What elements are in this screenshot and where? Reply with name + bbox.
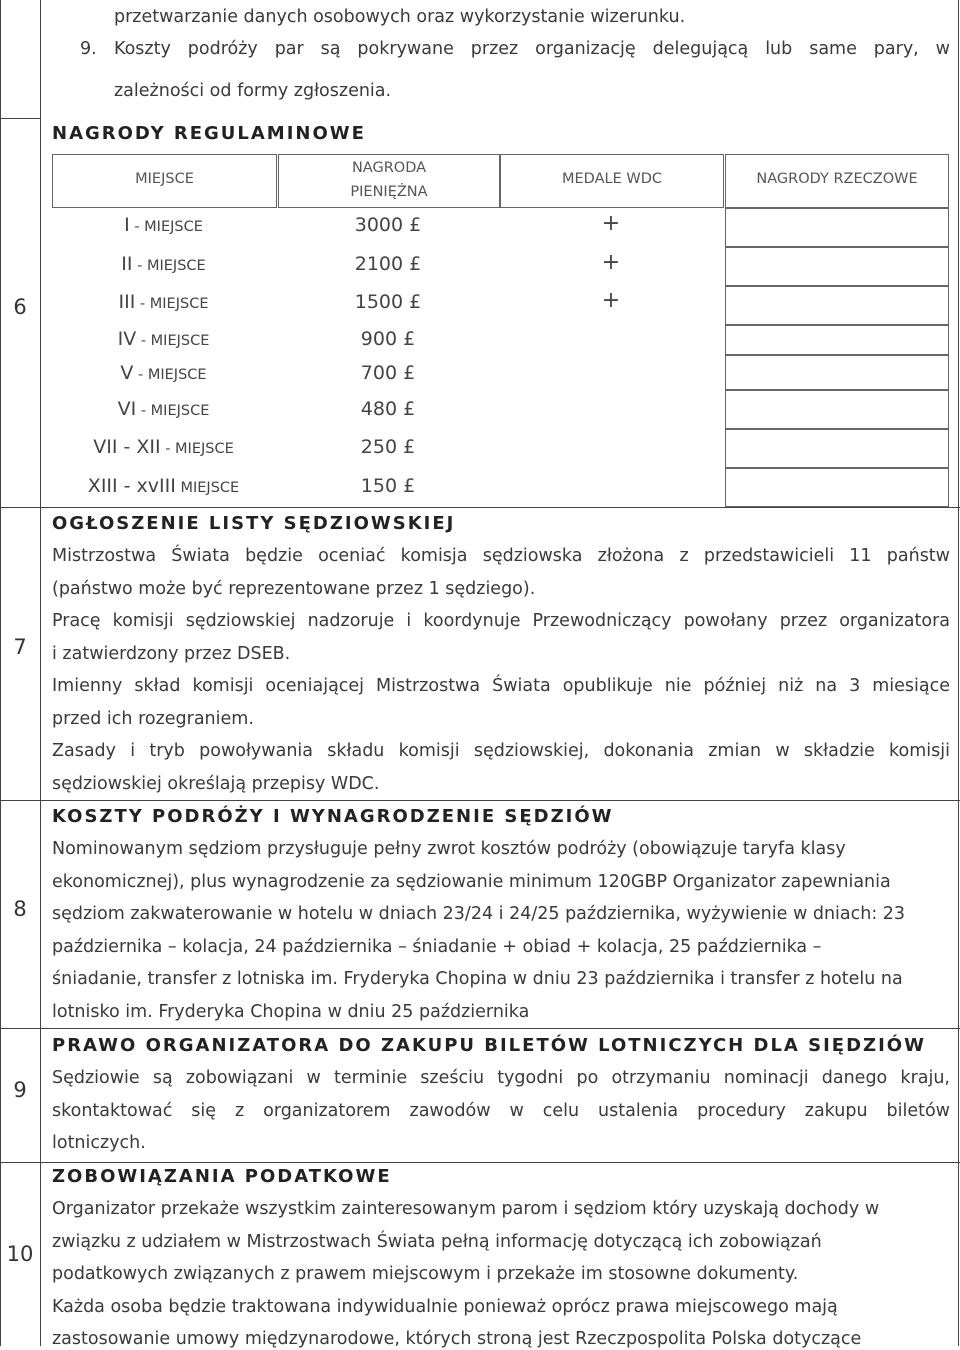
rank-cell (52, 398, 275, 420)
material-cell (725, 468, 949, 507)
paragraph-line: skontaktować się z organizatorem zawodów w celu ustalenia procedury zakupu biletów (52, 1101, 950, 1121)
rank-suffix: - MIEJSCE (135, 296, 209, 312)
rank-suffix: - MIEJSCE (136, 403, 210, 419)
paragraph-line: Zasady i tryb powoływania składu komisji sędziowskiej, dokonania zmian w składzie komisji (52, 741, 950, 761)
intro-line: przetwarzanie danych osobowych oraz wykorzystanie wizerunku. (114, 7, 686, 27)
rank-numeral: II (121, 253, 133, 275)
header-medals: MEDALE WDC (562, 171, 662, 187)
separator-intro-6 (0, 118, 40, 119)
paragraph-line: Każda osoba będzie traktowana indywidualnie ponieważ oprócz prawa miejscowego mają (52, 1297, 838, 1317)
paragraph-line: Imienny skład komisji oceniającej Mistrzostwa Świata opublikuje nie później niż na 3 miesiące (52, 676, 950, 696)
left-border (0, 0, 1, 1346)
paragraph-line: przed ich rozegraniem. (52, 709, 254, 729)
item-9-line-cont: zależności od formy zgłoszenia. (114, 81, 392, 101)
header-money (279, 156, 499, 204)
rank-numeral: I (124, 214, 130, 236)
material-cell (725, 325, 949, 355)
section-number: 10 (6, 1242, 34, 1266)
paragraph-line: zastosowanie umowy międzynarodowe, których stroną jest Rzeczpospolita Polska dotyczące (52, 1329, 862, 1349)
section-number: 8 (13, 897, 27, 921)
rank-numeral: XIII - xvIII (87, 475, 176, 497)
separator-7-8 (0, 800, 960, 801)
rank-numeral: VII - XII (93, 436, 161, 458)
material-cell (725, 429, 949, 468)
rank-suffix: - MIEJSCE (133, 367, 207, 383)
paragraph-line: śniadanie, transfer z lotniska im. Fryderyka Chopina w dniu 23 października i transfer z hotelu na (52, 969, 903, 989)
prize-cell: 700 £ (360, 362, 416, 384)
prize-cell: 900 £ (360, 328, 416, 350)
paragraph-line: Mistrzostwa Świata będzie oceniać komisja sędziowska złożona z przedstawicieli 11 państw (52, 546, 950, 566)
rank-cell (52, 475, 275, 497)
prize-cell: 150 £ (360, 475, 416, 497)
rank-cell (52, 436, 275, 458)
paragraph-line: lotnisko im. Fryderyka Chopina w dniu 25 października (52, 1002, 530, 1022)
rank-numeral: V (120, 362, 134, 384)
rank-cell (52, 214, 275, 236)
paragraph-line: związku z udziałem w Mistrzostwach Świata pełną informację dotyczącą ich zobowiązań (52, 1232, 822, 1252)
paragraph-line: Organizator przekaże wszystkim zainteresowanym parom i sędziom który uzyskają dochody w (52, 1199, 880, 1219)
header-money-line2: PIENIĘŻNA (350, 184, 428, 200)
rank-cell (52, 328, 275, 350)
rank-suffix: MIEJSCE (175, 480, 240, 496)
separator-6-7 (0, 507, 960, 508)
paragraph-line: lotniczych. (52, 1133, 146, 1153)
header-cell-medals (500, 154, 724, 208)
header-cell-place (52, 154, 277, 208)
section-number: 7 (13, 635, 27, 659)
material-cell (725, 208, 949, 247)
section-heading: KOSZTY PODRÓŻY I WYNAGRODZENIE SĘDZIÓW (52, 806, 614, 827)
paragraph-line: października – kolacja, 24 października – śniadanie + obiad + kolacja, 25 października – (52, 937, 822, 957)
rank-cell (52, 253, 275, 275)
prize-cell: 1500 £ (354, 291, 422, 313)
rank-cell (52, 291, 275, 313)
header-money-line1: NAGRODA (351, 160, 427, 176)
material-cell (725, 247, 949, 286)
prize-cell: 2100 £ (354, 253, 422, 275)
paragraph-line: Sędziowie są zobowiązani w terminie sześciu tygodni po otrzymaniu nominacji danego kraju, (52, 1068, 950, 1088)
rank-numeral: IV (117, 328, 137, 350)
medal-cell: + (601, 250, 621, 275)
right-border (958, 0, 959, 1346)
number-column-divider (40, 0, 41, 1346)
section-number: 6 (13, 295, 27, 319)
rank-suffix: - MIEJSCE (129, 219, 203, 235)
rank-suffix: - MIEJSCE (160, 441, 234, 457)
paragraph-line: podatkowych związanych z prawem miejscowym i przekaże im stosowne dokumenty. (52, 1264, 799, 1284)
rank-numeral: VI (117, 398, 137, 420)
medal-cell: + (601, 288, 621, 313)
rank-cell (52, 362, 275, 384)
rank-suffix: - MIEJSCE (132, 258, 206, 274)
rank-numeral: III (118, 291, 136, 313)
section-heading: OGŁOSZENIE LISTY SĘDZIOWSKIEJ (52, 513, 456, 534)
paragraph-line: Nominowanym sędziom przysługuje pełny zwrot kosztów podróży (obowiązuje taryfa klasy (52, 839, 846, 859)
medal-cell: + (601, 211, 621, 236)
prize-cell: 250 £ (360, 436, 416, 458)
prize-cell: 3000 £ (354, 214, 422, 236)
paragraph-line: ekonomicznej), plus wynagrodzenie za sędziowanie minimum 120GBP Organizator zapewniania (52, 872, 891, 892)
separator-8-9 (0, 1028, 960, 1029)
separator-9-10 (0, 1162, 960, 1163)
header-material: NAGRODY RZECZOWE (756, 171, 918, 187)
header-cell-money (278, 154, 500, 208)
header-cell-material (725, 154, 949, 208)
prize-cell: 480 £ (360, 398, 416, 420)
material-cell (725, 355, 949, 390)
item-9-line: Koszty podróży par są pokrywane przez organizację delegującą lub same pary, w (114, 39, 950, 59)
material-cell (725, 390, 949, 429)
header-place: MIEJSCE (135, 171, 194, 187)
section-heading: ZOBOWIĄZANIA PODATKOWE (52, 1166, 392, 1187)
paragraph-line: Pracę komisji sędziowskiej nadzoruje i koordynuje Przewodniczący powołany przez organizatora (52, 611, 950, 631)
paragraph-line: sędziowskiej określają przepisy WDC. (52, 774, 380, 794)
rank-suffix: - MIEJSCE (136, 333, 210, 349)
section-number: 9 (13, 1078, 27, 1102)
paragraph-line: (państwo może być reprezentowane przez 1 sędziego). (52, 579, 536, 599)
item-9-number: 9. (80, 39, 97, 59)
paragraph-line: sędziom zakwaterowanie w hotelu w dniach 23/24 i 24/25 października, wyżywienie w dniach: 23 (52, 904, 906, 924)
section-heading: NAGRODY REGULAMINOWE (52, 123, 366, 144)
section-heading: PRAWO ORGANIZATORA DO ZAKUPU BILETÓW LOTNICZYCH DLA SIĘDZIÓW (52, 1035, 926, 1056)
paragraph-line: i zatwierdzony przez DSEB. (52, 644, 291, 664)
material-cell (725, 286, 949, 325)
